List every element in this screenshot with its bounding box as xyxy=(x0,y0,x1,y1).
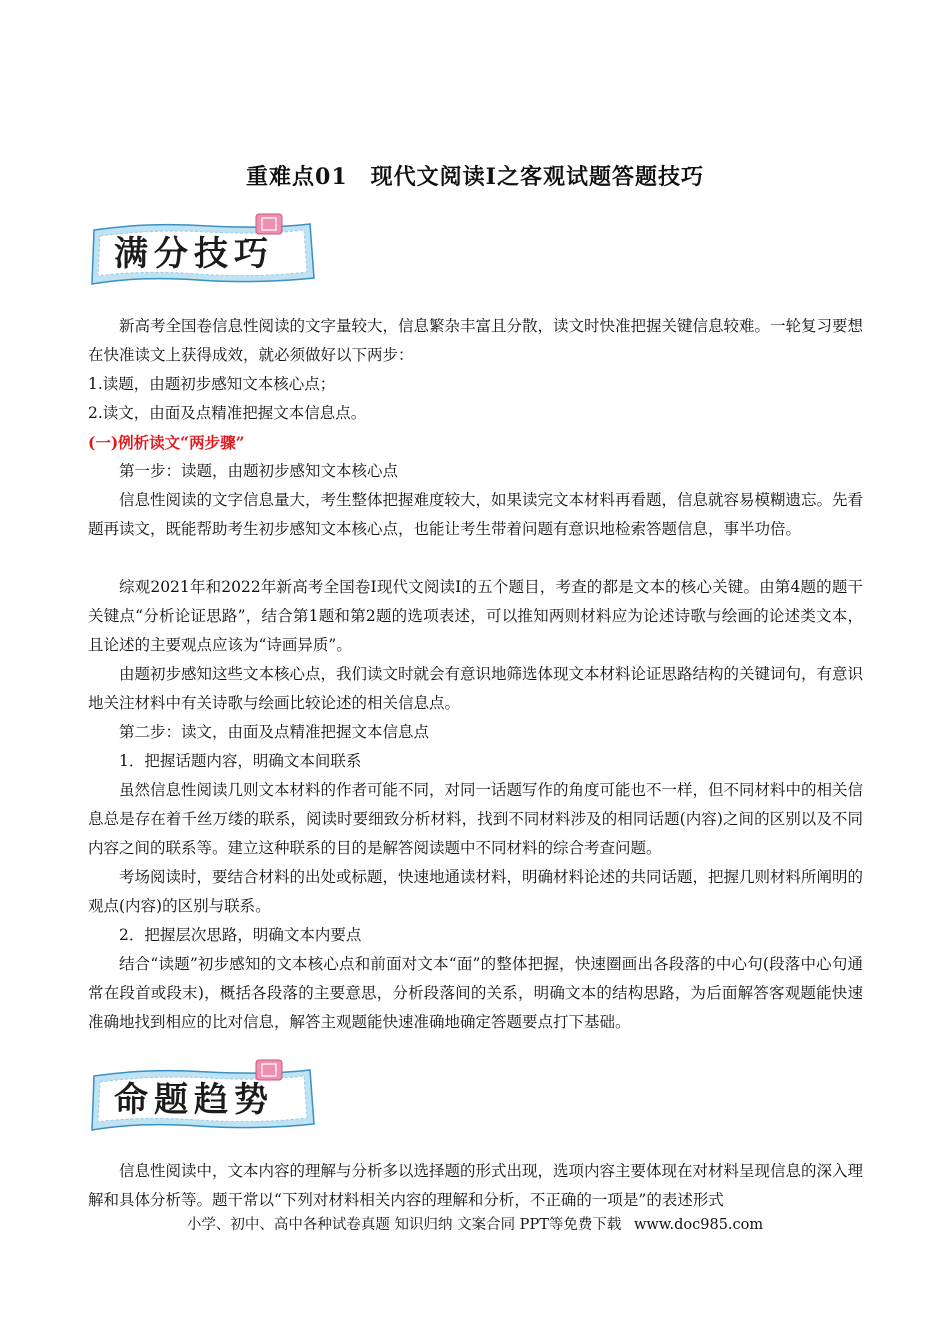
paragraph: 1.读题，由题初步感知文本核心点； xyxy=(88,375,336,393)
section-banner-tips xyxy=(88,212,318,290)
paragraph: 综观2021年和2022年新高考全国卷Ⅰ现代文阅读Ⅰ的五个题目，考查的都是文本的核心关键。由第4题的题干关键点“分析论证思路”，结合第1题和第2题的选项表述，可以推知两则材料应为论述诗歌与绘画的论述类文本，且论述的主要观点应该为“诗画异质”。 xyxy=(88,578,863,654)
paragraph: 2.读文，由面及点精准把握文本信息点。 xyxy=(88,404,367,422)
page-footer xyxy=(0,1213,950,1234)
paragraph: 虽然信息性阅读几则文本材料的作者可能不同，对同一话题写作的角度可能也不一样，但不同材料中的相关信息总是存在着千丝万缕的联系，阅读时要细致分析材料，找到不同材料涉及的相同话题(内容)之间的区别以及不同内容之间的联系等。建立这种联系的目的是解答阅读题中不同材料的综合考查问题。 xyxy=(88,781,864,857)
paragraph: 考场阅读时，要结合材料的出处或标题，快速地通读材料，明确材料论述的共同话题，把握几则材料所阐明的观点(内容)的区别与联系。 xyxy=(88,868,864,915)
paragraph: 信息性阅读中，文本内容的理解与分析多以选择题的形式出现，选项内容主要体现在对材料呈现信息的深入理解和具体分析等。题干常以“下列对材料相关内容的理解和分析，不正确的一项是”的表述形式 xyxy=(88,1162,864,1209)
paragraph: 新高考全国卷信息性阅读的文字量较大，信息繁杂丰富且分散，读文时快准把握关键信息较难。一轮复习要想在快准读文上获得成效，就必须做好以下两步： xyxy=(88,317,864,364)
section-banner-trend xyxy=(88,1058,318,1136)
paragraph: 由题初步感知这些文本核心点，我们读文时就会有意识地筛选体现文本材料论证思路结构的关键词句，有意识地关注材料中有关诗歌与绘画比较论述的相关信息点。 xyxy=(88,665,864,712)
subsection-heading: (一)例析读文“两步骤” xyxy=(88,433,245,452)
paragraph: 信息性阅读的文字信息量大，考生整体把握难度较大，如果读完文本材料再看题，信息就容易模糊遗忘。先看题再读文，既能帮助考生初步感知文本核心点，也能让考生带着问题有意识地检索答题信息，事半功倍。 xyxy=(88,491,864,538)
paragraph: 结合“读题”初步感知的文本核心点和前面对文本“面”的整体把握，快速圈画出各段落的中心句(段落中心句通常在段首或段末)，概括各段落的主要意思，分析段落间的关系，明确文本的结构思路，为后面解答客观题能快速准确地找到相应的比对信息，解答主观题能快速准确地确定答题要点打下基础。 xyxy=(88,955,863,1031)
page-title: 重难点01 现代文阅读I之客观试题答题技巧 xyxy=(246,164,704,190)
point-heading: 1．把握话题内容，明确文本间联系 xyxy=(119,752,362,770)
step-heading: 第一步：读题，由题初步感知文本核心点 xyxy=(119,462,399,480)
footer-text: 小学、初中、高中各种试卷真题 知识归纳 文案合同 PPT等免费下载 xyxy=(186,1217,622,1233)
step-heading: 第二步：读文，由面及点精准把握文本信息点 xyxy=(119,723,430,741)
point-heading: 2．把握层次思路，明确文本内要点 xyxy=(119,926,362,944)
footer-link[interactable]: www.doc985.com xyxy=(633,1217,764,1233)
banner-label: 满分技巧 xyxy=(114,234,274,274)
banner-label: 命题趋势 xyxy=(114,1080,274,1120)
